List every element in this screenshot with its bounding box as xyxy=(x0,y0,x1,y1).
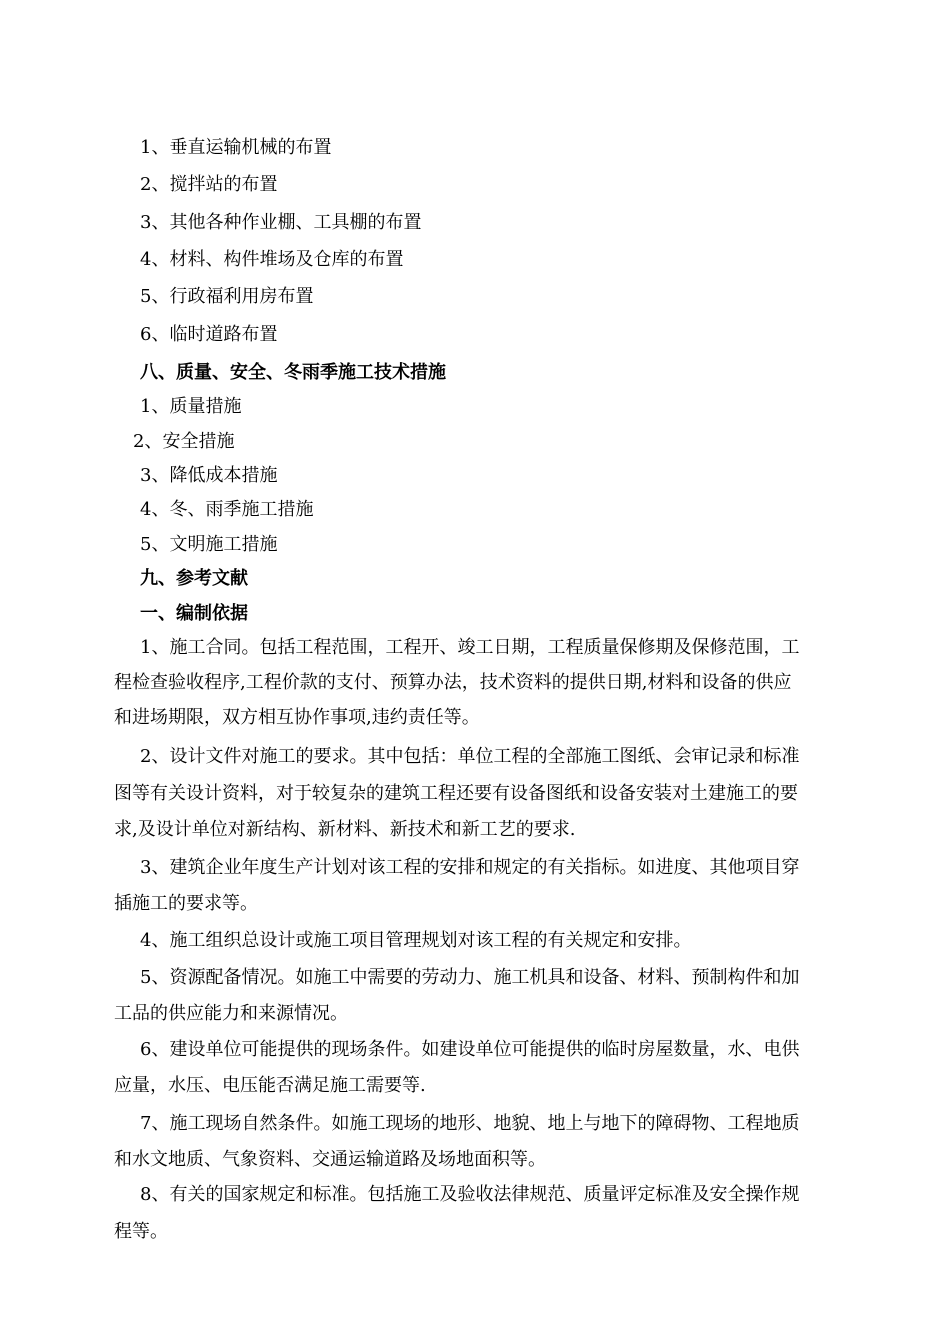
paragraph-line: 插施工的要求等。 xyxy=(114,893,258,914)
outline-item: 5、文明施工措施 xyxy=(140,534,278,555)
outline-item: 4、冬、雨季施工措施 xyxy=(140,499,314,520)
paragraph-line: 6、建设单位可能提供的现场条件。如建设单位可能提供的临时房屋数量，水、电供 xyxy=(140,1039,800,1060)
paragraph-line: 求,及设计单位对新结构、新材料、新技术和新工艺的要求. xyxy=(114,819,576,840)
paragraph-line: 图等有关设计资料，对于较复杂的建筑工程还要有设备图纸和设备安装对土建施工的要 xyxy=(114,783,798,804)
paragraph-line: 程检查验收程序,工程价款的支付、预算办法，技术资料的提供日期,材料和设备的供应 xyxy=(114,672,792,693)
outline-item: 6、临时道路布置 xyxy=(140,324,278,345)
paragraph-line: 和水文地质、气象资料、交通运输道路及场地面积等。 xyxy=(114,1149,546,1170)
section-heading: 九、参考文献 xyxy=(140,568,248,589)
section-heading: 八、质量、安全、冬雨季施工技术措施 xyxy=(140,362,446,383)
outline-item: 3、其他各种作业棚、工具棚的布置 xyxy=(140,212,422,233)
paragraph-line: 1、施工合同。包括工程范围，工程开、竣工日期，工程质量保修期及保修范围，工 xyxy=(140,637,800,658)
paragraph-line: 应量，水压、电压能否满足施工需要等. xyxy=(114,1075,426,1096)
outline-item: 2、安全措施 xyxy=(133,431,235,452)
outline-item: 4、材料、构件堆场及仓库的布置 xyxy=(140,249,404,270)
paragraph-line: 2、设计文件对施工的要求。其中包括：单位工程的全部施工图纸、会审记录和标准 xyxy=(140,746,800,767)
outline-item: 1、垂直运输机械的布置 xyxy=(140,137,332,158)
paragraph-line: 8、有关的国家规定和标准。包括施工及验收法律规范、质量评定标准及安全操作规 xyxy=(140,1184,800,1205)
paragraph-line: 4、施工组织总设计或施工项目管理规划对该工程的有关规定和安排。 xyxy=(140,930,692,951)
outline-item: 5、行政福利用房布置 xyxy=(140,286,314,307)
outline-item: 3、降低成本措施 xyxy=(140,465,278,486)
paragraph-line: 工品的供应能力和来源情况。 xyxy=(114,1003,348,1024)
paragraph-line: 7、施工现场自然条件。如施工现场的地形、地貌、地上与地下的障碍物、工程地质 xyxy=(140,1113,800,1134)
paragraph-line: 程等。 xyxy=(114,1221,168,1242)
paragraph-line: 3、建筑企业年度生产计划对该工程的安排和规定的有关指标。如进度、其他项目穿 xyxy=(140,857,800,878)
paragraph-line: 和进场期限，双方相互协作事项,违约责任等。 xyxy=(114,707,480,728)
paragraph-line: 5、资源配备情况。如施工中需要的劳动力、施工机具和设备、材料、预制构件和加 xyxy=(140,967,800,988)
section-heading: 一、编制依据 xyxy=(140,603,248,624)
outline-item: 1、质量措施 xyxy=(140,396,242,417)
outline-item: 2、搅拌站的布置 xyxy=(140,174,278,195)
